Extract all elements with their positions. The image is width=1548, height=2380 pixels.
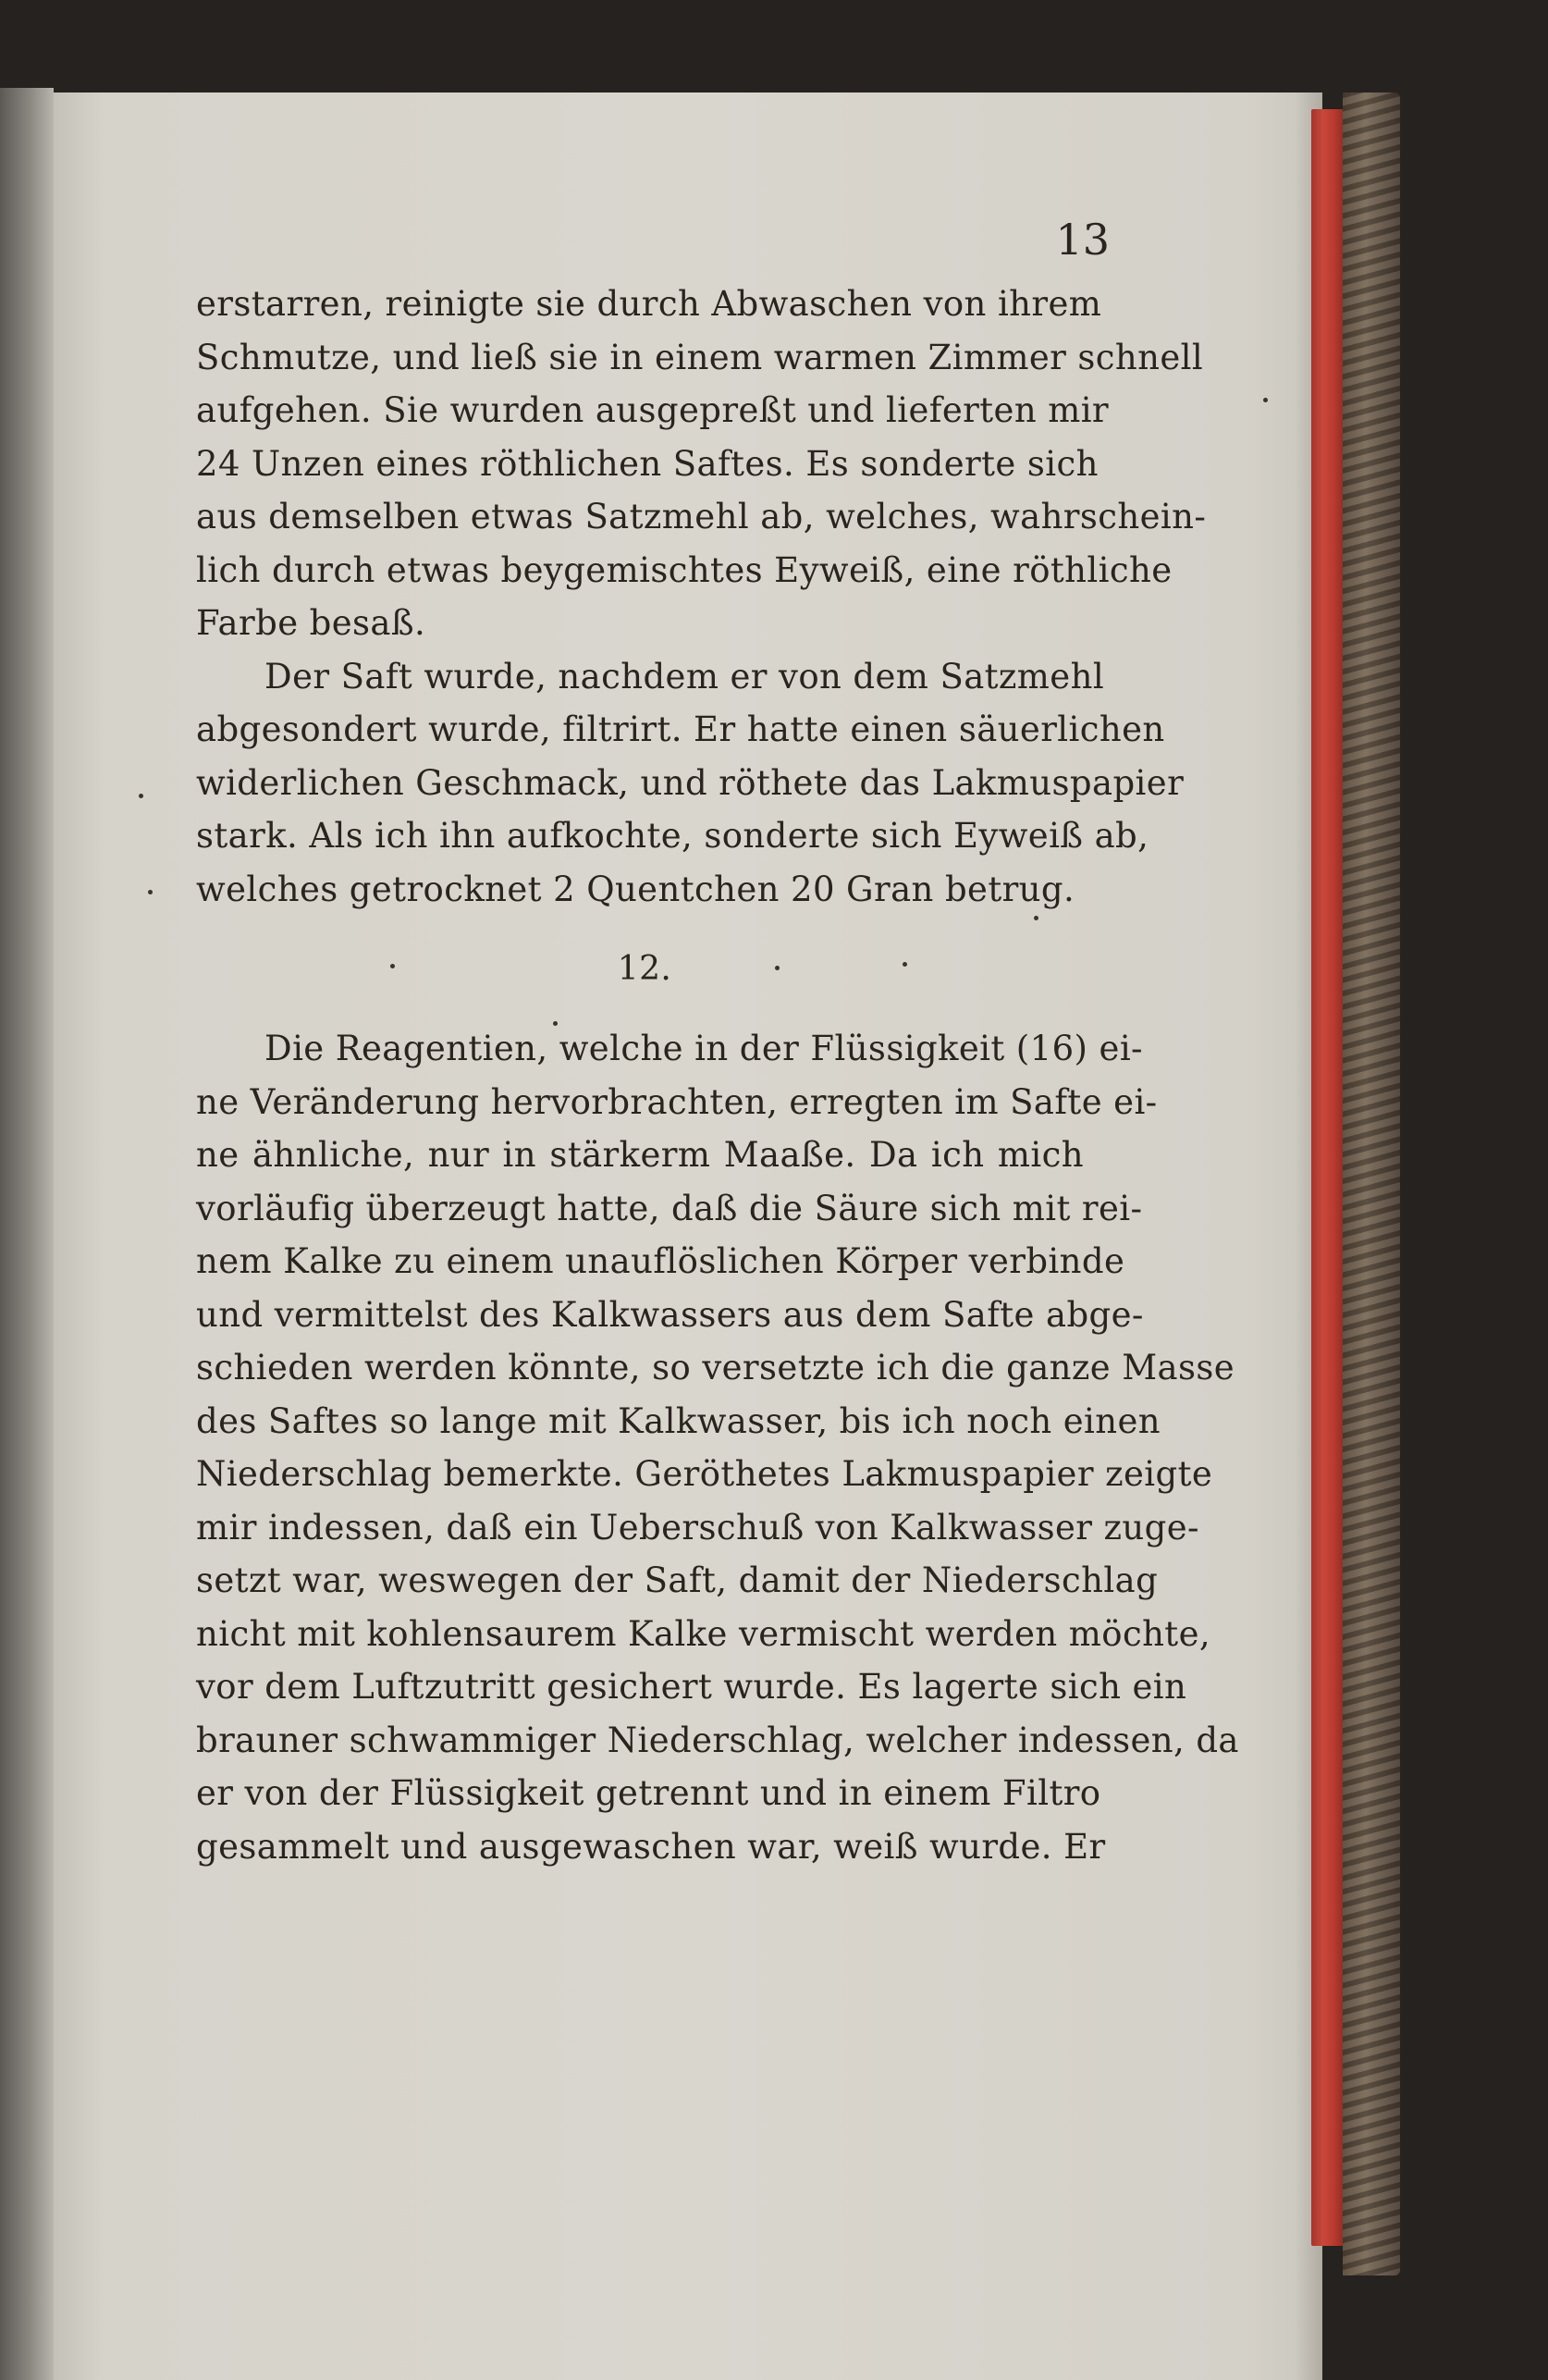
text-line: Farbe besaß. xyxy=(196,603,426,643)
text-line: abgesondert wurde, filtrirt. Er hatte einen säuerlichen xyxy=(196,709,1165,749)
text-line: lich durch etwas beygemischtes Eyweiß, eine röthliche xyxy=(196,549,1173,590)
text-line: ne ähnliche, nur in stärkerm Maaße. Da ich mich xyxy=(196,1135,1084,1175)
speck-mark xyxy=(1034,916,1038,920)
paragraph-2 xyxy=(196,650,1185,917)
text-line: brauner schwammiger Niederschlag, welcher indessen, da xyxy=(196,1720,1239,1760)
text-line: Schmutze, und ließ sie in einem warmen Zimmer schnell xyxy=(196,337,1204,377)
page-number: 13 xyxy=(1055,215,1110,265)
text-line: ne Veränderung hervorbrachten, erregten im Safte ei- xyxy=(196,1081,1158,1122)
text-line: 24 Unzen eines röthlichen Saftes. Es sonderte sich xyxy=(196,443,1099,484)
text-line: Die Reagentien, welche in der Flüssigkeit (16) ei- xyxy=(264,1029,1143,1068)
text-line: Der Saft wurde, nachdem er von dem Satzmehl xyxy=(264,656,1105,697)
text-line: vorläufig überzeugt hatte, daß die Säure sich mit rei- xyxy=(196,1188,1143,1228)
paragraph-1 xyxy=(196,277,1207,650)
paragraph-3 xyxy=(196,1022,1239,1873)
text-line: nicht mit kohlensaurem Kalke vermischt werden möchte, xyxy=(196,1613,1211,1654)
text-line: Niederschlag bemerkte. Geröthetes Lakmuspapier zeigte xyxy=(196,1454,1213,1494)
speck-mark xyxy=(390,964,395,968)
text-line: erstarren, reinigte sie durch Abwaschen von ihrem xyxy=(196,284,1102,324)
text-line: vor dem Luftzutritt gesichert wurde. Es lagerte sich ein xyxy=(196,1667,1187,1707)
text-line: gesammelt und ausgewaschen war, weiß wurde. Er xyxy=(196,1826,1106,1867)
text-line: und vermittelst des Kalkwassers aus dem Safte abge- xyxy=(196,1294,1144,1335)
text-line: aus demselben etwas Satzmehl ab, welches, wahrschein- xyxy=(196,497,1207,536)
text-line: widerlichen Geschmack, und röthete das Lakmuspapier xyxy=(196,762,1185,803)
text-line: er von der Flüssigkeit getrennt und in einem Filtro xyxy=(196,1773,1101,1813)
text-line: des Saftes so lange mit Kalkwasser, bis ich noch einen xyxy=(196,1400,1161,1441)
text-line: nem Kalke zu einem unauflöslichen Körper verbinde xyxy=(196,1241,1125,1281)
text-line: welches getrocknet 2 Quentchen 20 Gran betrug. xyxy=(196,869,1075,909)
body-text xyxy=(196,277,1239,1873)
speck-mark xyxy=(139,794,143,798)
book-cover-edge xyxy=(1343,92,1400,2275)
speck-mark xyxy=(553,1021,558,1026)
previous-page-edge xyxy=(0,88,54,2380)
speck-mark xyxy=(148,890,153,894)
speck-mark xyxy=(1263,398,1268,402)
speck-mark xyxy=(775,966,780,970)
text-line: stark. Als ich ihn aufkochte, sonderte sich Eyweiß ab, xyxy=(196,816,1149,856)
text-line: schieden werden könnte, so versetzte ich die ganze Masse xyxy=(196,1348,1235,1387)
text-line: mir indessen, daß ein Ueberschuß von Kalkwasser zuge- xyxy=(196,1507,1199,1548)
speck-mark xyxy=(903,962,907,967)
red-page-edge xyxy=(1311,109,1345,2246)
section-heading: 12. xyxy=(617,950,672,988)
text-line: setzt war, weswegen der Saft, damit der Niederschlag xyxy=(196,1560,1159,1600)
text-line: aufgehen. Sie wurden ausgepreßt und lieferten mir xyxy=(196,390,1110,430)
